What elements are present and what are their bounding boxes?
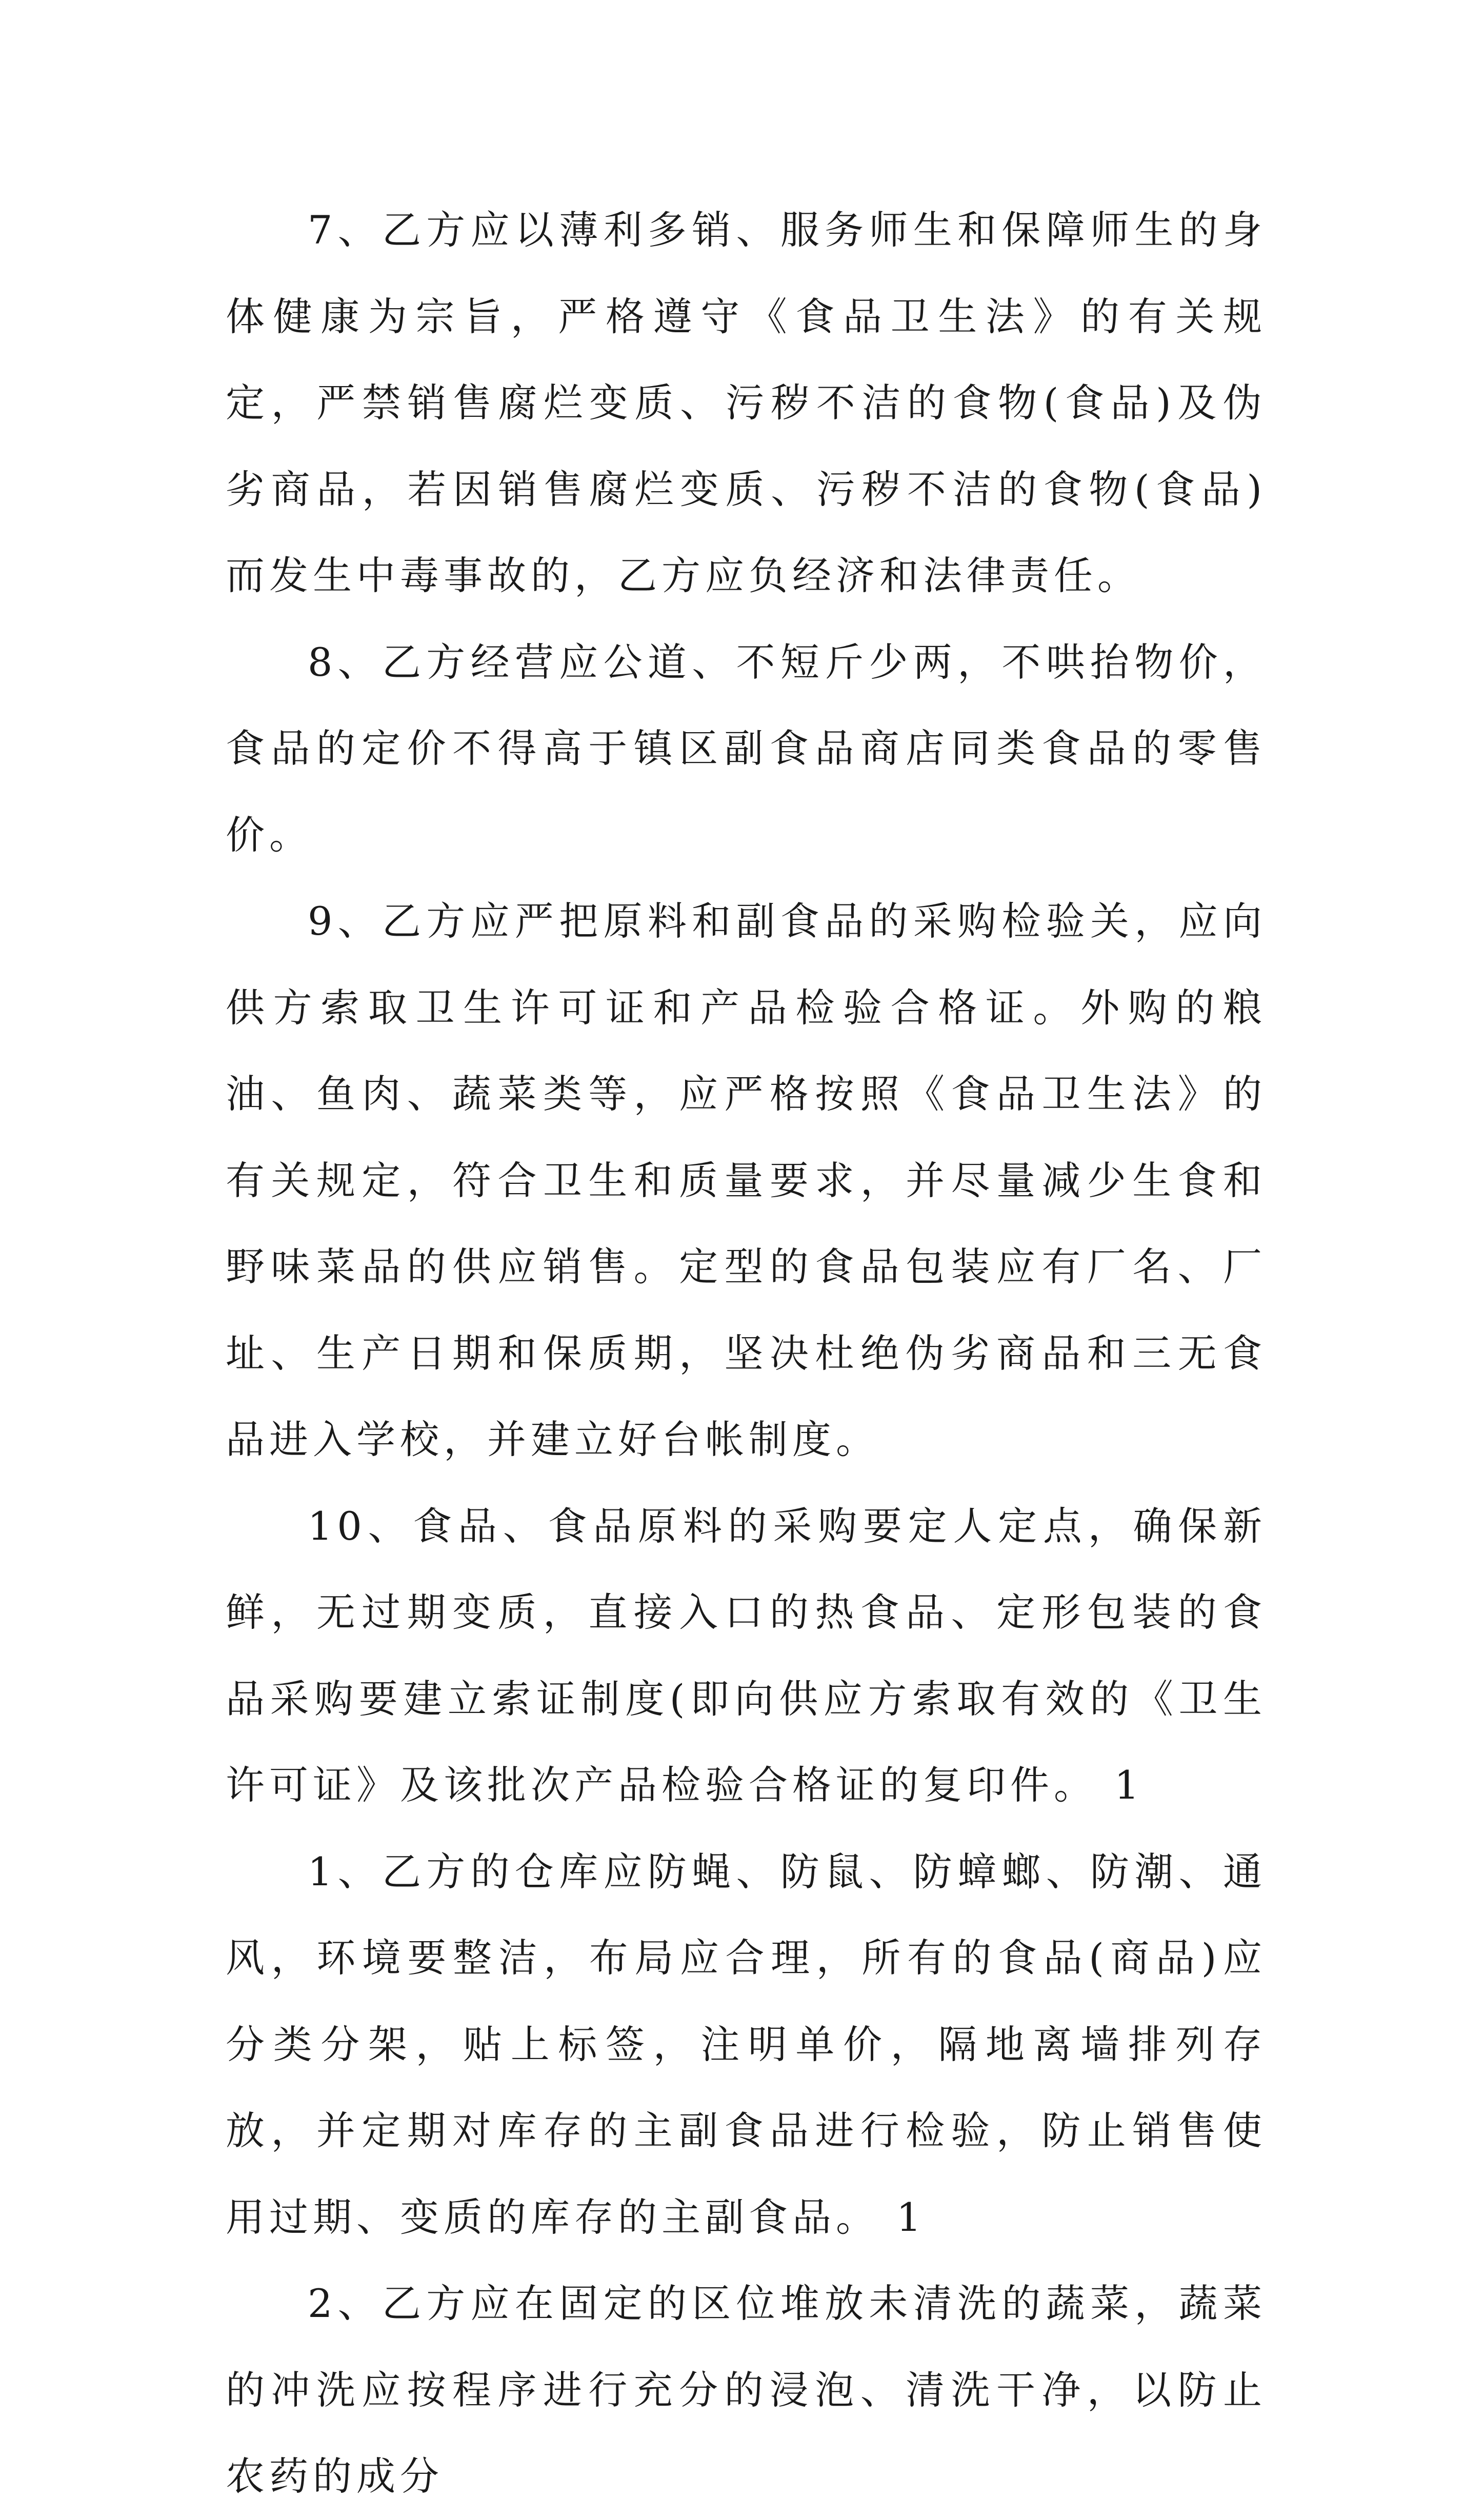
paragraph-11: 1、乙方的仓库应防蝇、防鼠、防蟑螂、防潮、通风，环境要整洁，布局应合理，所有的食品(商品)应分类分架，贴上标签，注明单价，隔地离墙排列存放，并定期对库存的主副食品进行检验，防止销售使用过期、变质的库存的主副食品。 1 [226,1848,1267,2240]
paragraph-7: 7、乙方应以薄利多销、服务师生和保障师生的身体健康为宗旨，严格遵守《食品卫生法》的有关规定，严禁销售腐烂变质、污秽不洁的食物(食品)及伪劣商品，若因销售腐烂变质、污秽不洁的食物(食品)而发生中毒事故的，乙方应负经济和法律责任。 [226,207,1267,598]
paragraph-8: 8、乙方经营应公道、不短斤少两，不哄抬物价，食品的定价不得高于镇区副食品商店同类食品的零售价。 [226,639,1267,858]
paragraph-9: 9、乙方应严把原料和副食品的采购检验关，应向供方索取卫生许可证和产品检验合格证。外购的粮油、鱼肉、蔬菜类等，应严格按照《食品卫生法》的有关规定，符合卫生和质量要求，并尽量减少生食和野味菜品的供应销售。定型的食品包装应有厂名、厂址、生产日期和保质期，坚决杜绝伪劣商品和三无食品进入学校，并建立好台帐制度。 [226,898,1267,1462]
paragraph-12: 2、乙方应在固定的区位堆放未清洗的蔬菜，蔬菜的冲洗应按程序进行充分的浸泡、清洗干净，以防止农药的成分 [226,2281,1267,2499]
body-text [226,187,1267,2520]
paragraph-10: 10、食品、食品原料的采购要定人定点，确保新鲜，无过期变质，直接入口的热食品、定形包装的食品采购要建立索证制度(即向供应方索取有效的《卫生许可证》及该批次产品检验合格证的复印件。 1 [226,1503,1267,1808]
